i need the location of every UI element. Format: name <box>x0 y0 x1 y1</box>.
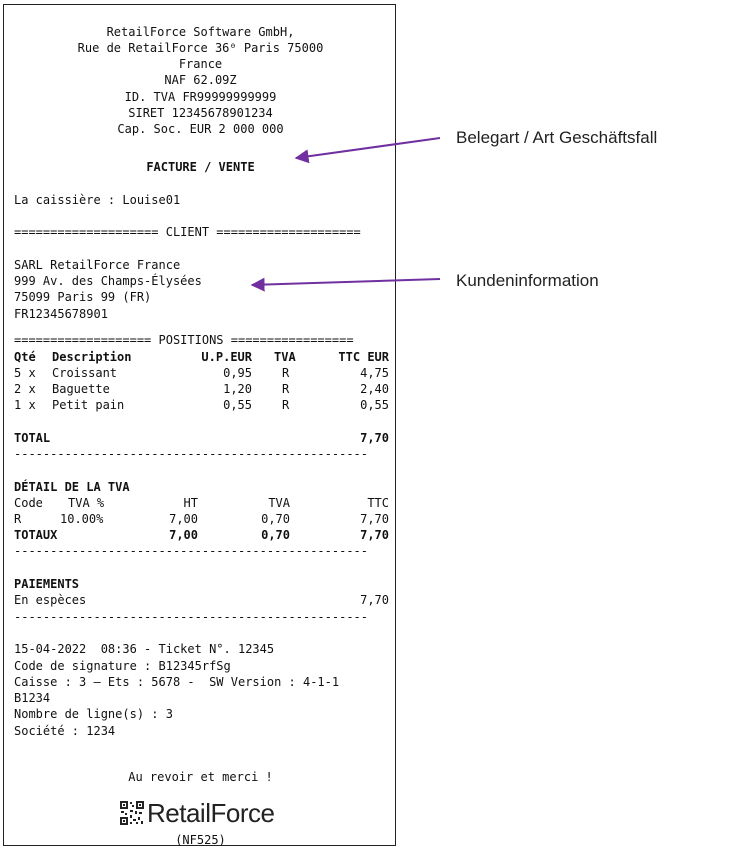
col-tva-header: TVA <box>274 350 296 364</box>
tva-rate: 10.00% <box>60 512 104 526</box>
cashier: La caissière : Louise01 <box>14 193 181 207</box>
company-street: Rue de RetailForce 36⁰ Paris 75000 <box>77 41 324 55</box>
signature-code: Code de signature : B12345rfSg <box>14 659 231 673</box>
row-unit: 1,20 <box>223 382 252 396</box>
row-unit: 0,55 <box>223 398 252 412</box>
payment-method: En espèces <box>14 593 87 607</box>
nf525-label: (NF525) <box>175 833 226 847</box>
company-capital: Cap. Soc. EUR 2 000 000 <box>117 122 284 136</box>
document-type: FACTURE / VENTE <box>146 160 255 174</box>
tva-ht: 7,00 <box>169 512 198 526</box>
row-ttc: 2,40 <box>360 382 389 396</box>
client-name: SARL RetailForce France <box>14 258 181 272</box>
annotation-customer: Kundeninformation <box>456 271 599 290</box>
dash-separator: ------------------------------------------------- <box>14 544 369 558</box>
col-desc-header: Description <box>52 350 132 364</box>
annotation-doc-type: Belegart / Art Geschäftsfall <box>456 128 658 147</box>
tva-ttc: 7,70 <box>360 512 389 526</box>
total-label: TOTAL <box>14 431 51 445</box>
payment-amount: 7,70 <box>360 593 389 607</box>
tva-amount: 0,70 <box>261 512 290 526</box>
ticket-datetime: 15-04-2022 08:36 - Ticket N°. 12345 <box>14 642 275 656</box>
row-qty: 5 x <box>14 366 36 380</box>
company-siret: SIRET 12345678901234 <box>128 106 273 120</box>
row-tva: R <box>282 366 290 380</box>
tva-detail-title: DÉTAIL DE LA TVA <box>14 480 130 494</box>
row-ttc: 4,75 <box>360 366 389 380</box>
tva-ht-header: HT <box>183 496 198 510</box>
thanks-message: Au revoir et merci ! <box>128 770 273 784</box>
dash-separator: ------------------------------------------------- <box>14 610 369 624</box>
payments-title: PAIEMENTS <box>14 577 80 591</box>
company-name: RetailForce Software GmbH, <box>106 25 295 39</box>
row-tva: R <box>282 398 290 412</box>
tva-rate-header: TVA % <box>68 496 105 510</box>
row-unit: 0,95 <box>223 366 252 380</box>
tva-totals-label: TOTAUX <box>14 528 58 542</box>
col-ttc-header: TTC EUR <box>338 350 389 364</box>
tva-totals-tva: 0,70 <box>261 528 290 542</box>
row-desc: Petit pain <box>52 398 125 412</box>
tva-tva-header: TVA <box>268 496 290 510</box>
col-qty-header: Qté <box>14 350 36 364</box>
client-city: 75099 Paris 99 (FR) <box>14 290 152 304</box>
client-tva: FR12345678901 <box>14 307 108 321</box>
row-desc: Baguette <box>52 382 110 396</box>
col-unit-header: U.P.EUR <box>201 350 252 364</box>
register-info: Caisse : 3 – Ets : 5678 - SW Version : 4-1-1 <box>14 675 340 689</box>
row-qty: 2 x <box>14 382 36 396</box>
tva-totals-ht: 7,00 <box>169 528 198 542</box>
company-id: Société : 1234 <box>14 724 116 738</box>
arrow-doc-type <box>296 138 440 158</box>
tva-code: R <box>14 512 22 526</box>
tva-totals-ttc: 7,70 <box>360 528 389 542</box>
client-separator: ==================== CLIENT ==================== <box>14 225 361 239</box>
row-desc: Croissant <box>52 366 118 380</box>
positions-separator: =================== POSITIONS ================= <box>14 333 354 347</box>
total-value: 7,70 <box>360 431 389 445</box>
dash-separator: ------------------------------------------------- <box>14 447 369 461</box>
row-qty: 1 x <box>14 398 36 412</box>
row-tva: R <box>282 382 290 396</box>
company-country: France <box>178 57 223 71</box>
client-street: 999 Av. des Champs-Élysées <box>14 274 202 288</box>
company-naf: NAF 62.09Z <box>164 73 237 87</box>
line-count: Nombre de ligne(s) : 3 <box>14 707 173 721</box>
register-info-cont: B1234 <box>14 691 51 705</box>
tva-ttc-header: TTC <box>367 496 389 510</box>
tva-code-header: Code <box>14 496 43 510</box>
row-ttc: 0,55 <box>360 398 389 412</box>
company-tva-id: ID. TVA FR99999999999 <box>124 90 277 104</box>
logo-wordmark: RetailForce <box>147 797 275 828</box>
arrow-customer <box>252 279 440 285</box>
